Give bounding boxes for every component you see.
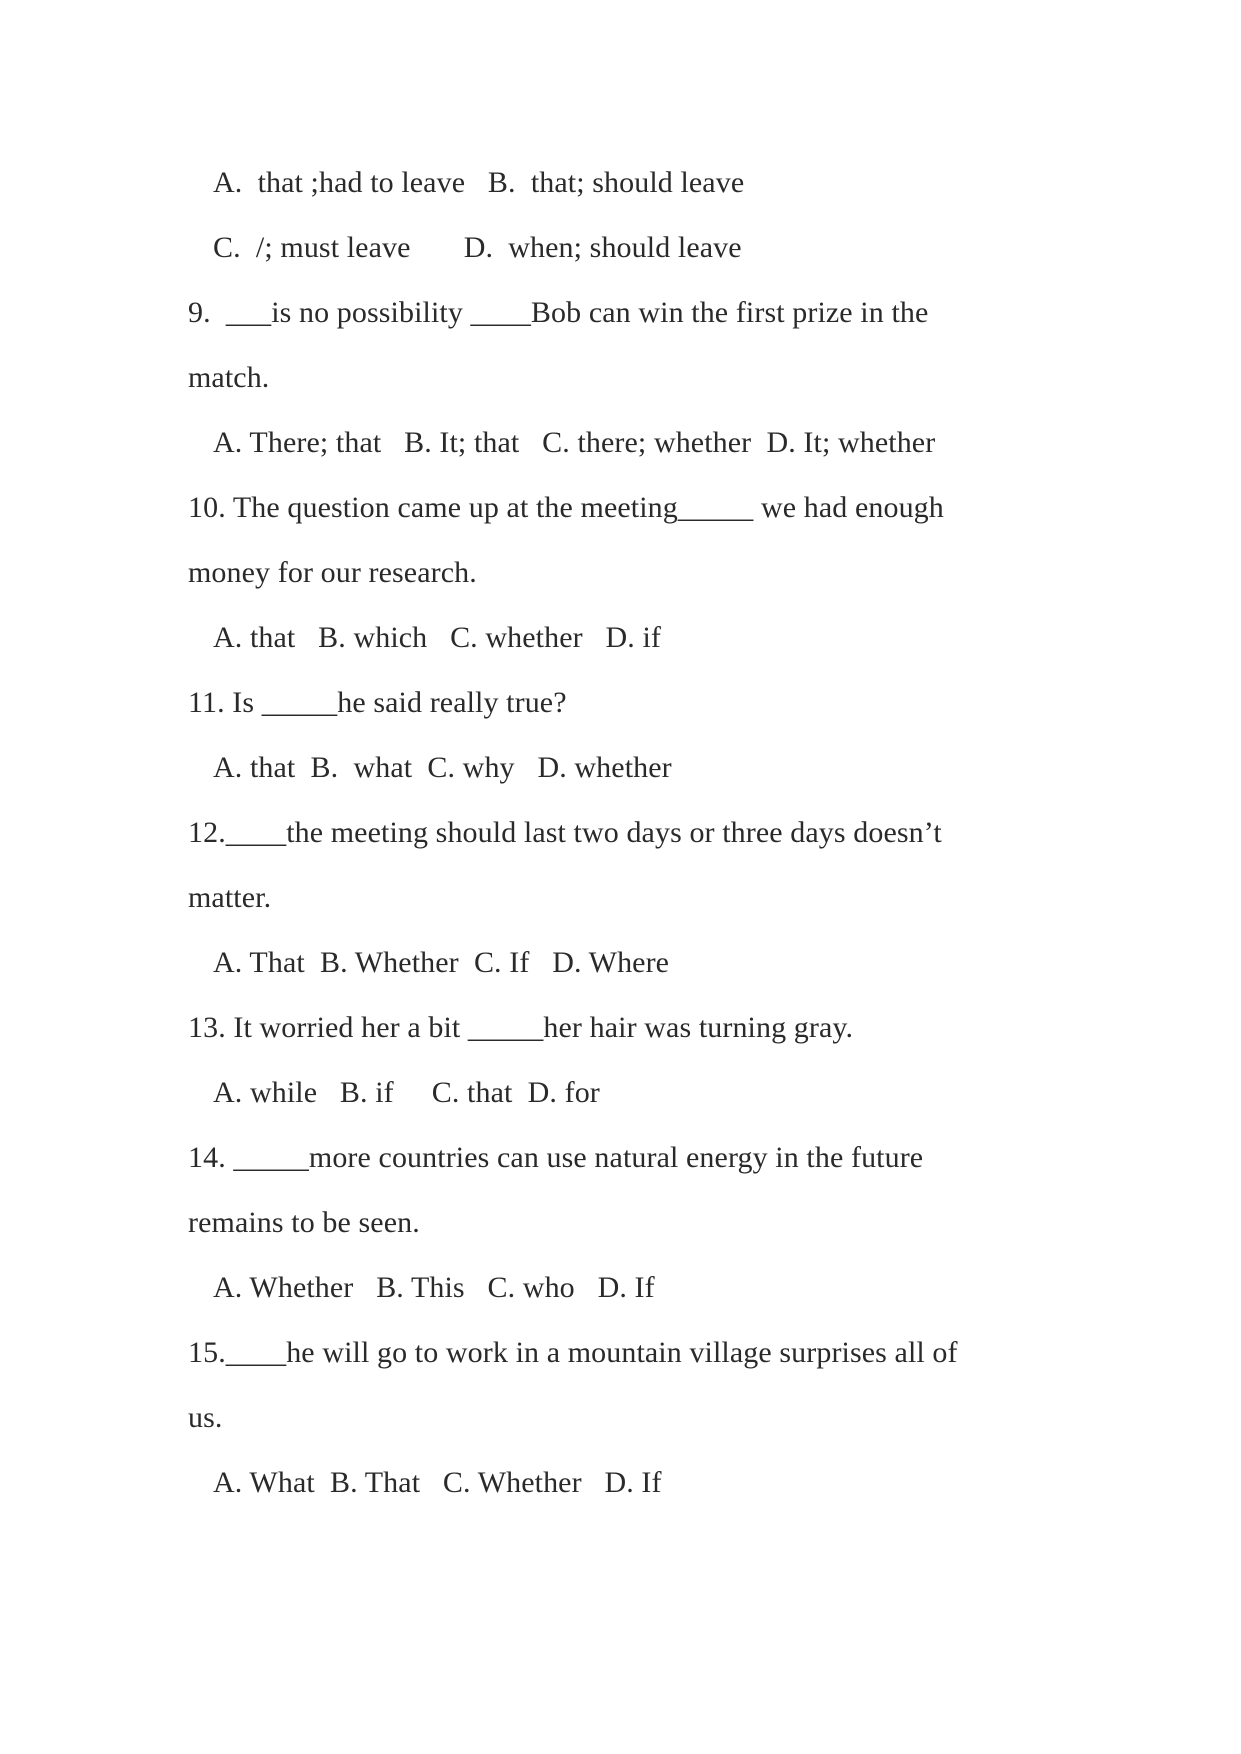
question-14-cont: remains to be seen.: [188, 1206, 420, 1239]
options-q8-row2: C. /; must leave D. when; should leave: [213, 231, 742, 264]
question-14: 14. _____more countries can use natural energy in the future: [188, 1141, 924, 1174]
question-11: 11. Is _____he said really true?: [188, 686, 567, 719]
question-12-cont: matter.: [188, 881, 272, 914]
question-9-cont: match.: [188, 361, 270, 394]
options-q10: A. that B. which C. whether D. if: [213, 621, 661, 654]
options-q14: A. Whether B. This C. who D. If: [213, 1271, 655, 1304]
question-10: 10. The question came up at the meeting_____ we had enough: [188, 491, 944, 524]
options-q8-row1: A. that ;had to leave B. that; should leave: [213, 166, 745, 199]
question-9: 9. ___is no possibility ____Bob can win the first prize in the: [188, 296, 929, 329]
options-q12: A. That B. Whether C. If D. Where: [213, 946, 670, 979]
options-q13: A. while B. if C. that D. for: [213, 1076, 600, 1109]
options-q15: A. What B. That C. Whether D. If: [213, 1466, 662, 1499]
question-10-cont: money for our research.: [188, 556, 477, 589]
question-13: 13. It worried her a bit _____her hair was turning gray.: [188, 1011, 854, 1044]
options-q11: A. that B. what C. why D. whether: [213, 751, 672, 784]
options-q9: A. There; that B. It; that C. there; whether D. It; whether: [213, 426, 936, 459]
question-12: 12.____the meeting should last two days or three days doesn’t: [188, 816, 942, 849]
question-15: 15.____he will go to work in a mountain village surprises all of: [188, 1336, 958, 1369]
question-15-cont: us.: [188, 1401, 223, 1434]
